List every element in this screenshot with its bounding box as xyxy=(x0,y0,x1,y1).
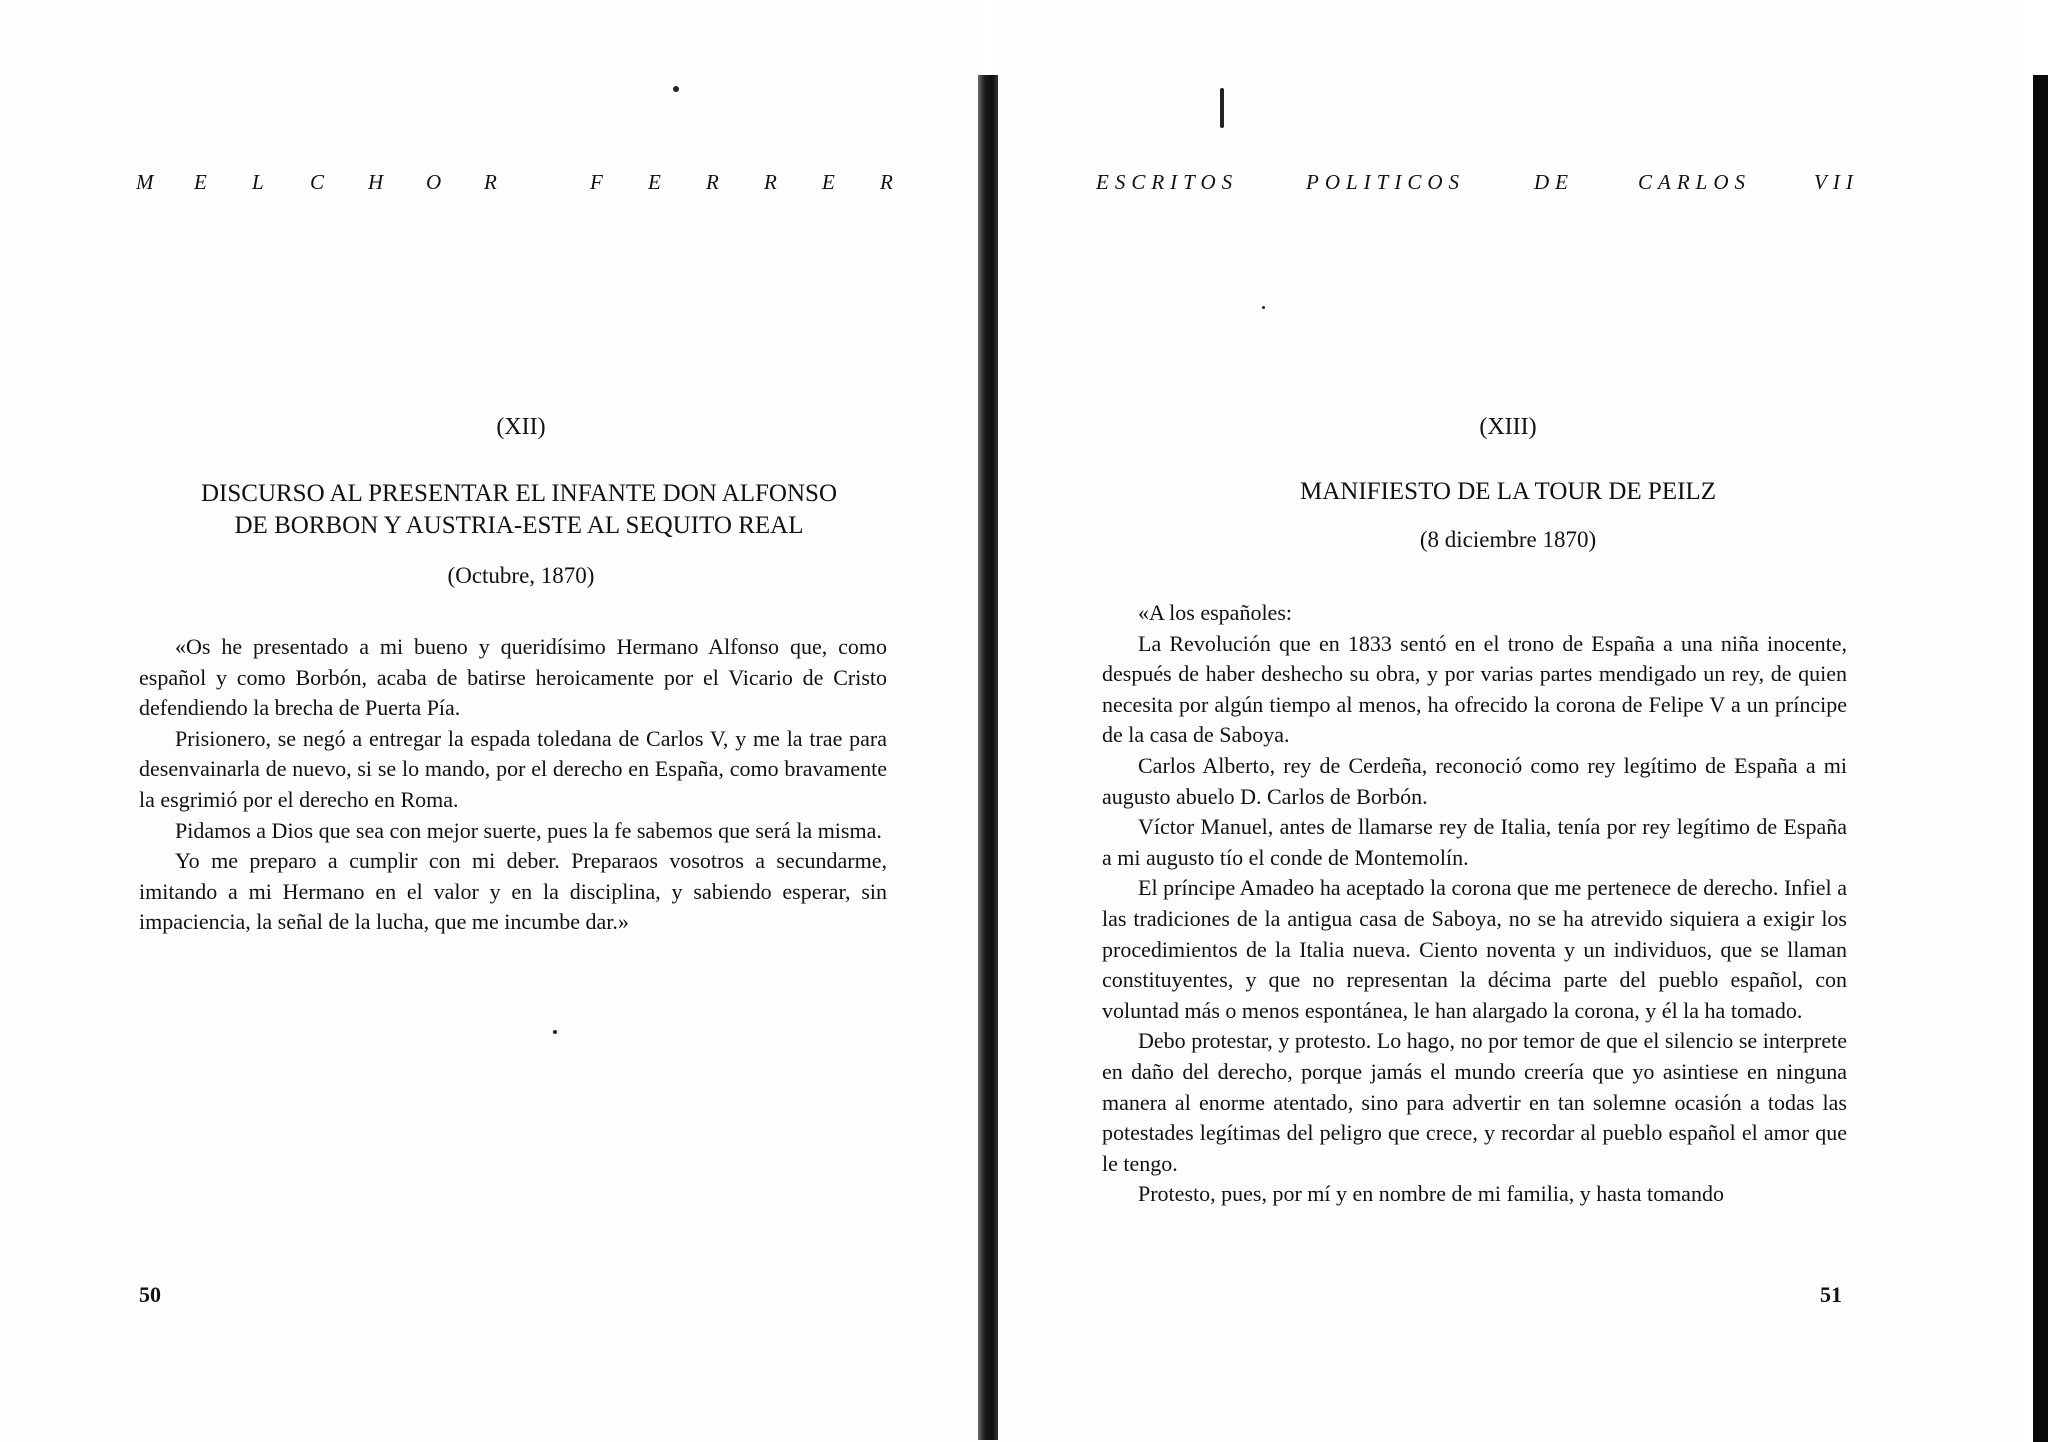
right-page xyxy=(998,0,2018,1442)
rh-letter: F xyxy=(590,170,603,194)
paragraph: El príncipe Amadeo ha aceptado la corona que me pertenece de derecho. Infiel a las tradiciones de la antigua casa de Saboya, no se ha atrevido siquiera a exigir los procedimientos de la Italia nueva. Ciento noventa y un individuos, que se llaman constituyentes, y que no representan la décima parte del pueblo español, con voluntad más o menos espontánea, le han alargado la corona, y él la ha tomado. xyxy=(1102,875,1847,1023)
rh-letter: E xyxy=(822,170,835,194)
rh-word: POLITICOS xyxy=(1306,170,1466,194)
ink-speck xyxy=(553,1030,557,1034)
scan-edge xyxy=(2033,75,2048,1442)
chapter-title xyxy=(0,478,1008,542)
paragraph: La Revolución que en 1833 sentó en el trono de España a una niña inocente, después de haber deshecho su obra, y por varias partes mendigado un rey, de quien necesita por algún tiempo al menos, ha ofrecido la corona de Felipe V a un príncipe de la casa de Saboya. xyxy=(1102,630,1847,748)
chapter-title xyxy=(998,476,2018,508)
chapter-number: (XIII) xyxy=(1479,414,1537,440)
page-number-right: 51 xyxy=(1820,1282,1842,1307)
body-text-left xyxy=(139,632,887,938)
paragraph: Prisionero, se negó a entregar la espada toledana de Carlos V, y me la trae para desenvainarla de nuevo, si se lo mando, por el derecho en España, como bravamente la esgrimió por el derecho en Roma. xyxy=(139,725,887,812)
paragraph: «Os he presentado a mi bueno y queridísimo Hermano Alfonso que, como español y como Borbón, acaba de batirse heroicamente por el Vicario de Cristo defendiendo la brecha de Puerta Pía. xyxy=(139,634,887,721)
rh-letter: M xyxy=(136,170,154,194)
rh-letter: R xyxy=(764,170,777,194)
paragraph: Yo me preparo a cumplir con mi deber. Preparaos vosotros a secundarme, imitando a mi Hermano en el valor y en la disciplina, y sabiendo esperar, sin impaciencia, la señal de la lucha, que me incumbe dar.» xyxy=(139,848,887,935)
running-head-left xyxy=(136,170,900,195)
rh-letter: E xyxy=(194,170,207,194)
chapter-number: (XII) xyxy=(496,414,546,440)
rh-letter: E xyxy=(648,170,661,194)
ink-speck xyxy=(1262,306,1265,309)
body-text-right xyxy=(1102,598,1847,1210)
rh-letter: C xyxy=(310,170,325,194)
rh-letter: R xyxy=(484,170,497,194)
paragraph: Carlos Alberto, rey de Cerdeña, reconoció como rey legítimo de España a mi augusto abuelo D. Carlos de Borbón. xyxy=(1102,752,1847,809)
title-line: MANIFIESTO DE LA TOUR DE PEILZ xyxy=(1300,478,1716,505)
title-line: DE BORBON Y AUSTRIA-ESTE AL SEQUITO REAL xyxy=(234,512,804,539)
paragraph: Debo protestar, y protesto. Lo hago, no por temor de que el silencio se interprete en daño del derecho, porque jamás el mundo creería que yo asintiese en ninguna manera al enorme atentado, sino para advertir en tan solemne ocasión a todas las potestades legítimas del peligro que crece, y recordar al pueblo español el amor que le tengo. xyxy=(1102,1028,1847,1176)
rh-letter: R xyxy=(880,170,893,194)
paragraph: Pidamos a Dios que sea con mejor suerte, pues la fe sabemos que será la misma. xyxy=(175,817,882,843)
book-gutter xyxy=(978,75,998,1440)
running-head-right xyxy=(1096,170,1859,195)
rh-letter: H xyxy=(368,170,384,194)
paragraph: Protesto, pues, por mí y en nombre de mi familia, y hasta tomando xyxy=(1138,1181,1724,1207)
ink-mark xyxy=(1220,88,1224,128)
rh-word: ESCRITOS xyxy=(1096,170,1239,194)
chapter-date: (8 diciembre 1870) xyxy=(1419,527,1597,552)
rh-letter: L xyxy=(252,170,264,194)
rh-word: VII xyxy=(1814,170,1859,194)
title-line: DISCURSO AL PRESENTAR EL INFANTE DON ALFONSO xyxy=(200,480,837,507)
rh-word: CARLOS xyxy=(1638,170,1752,194)
left-page xyxy=(0,0,978,1442)
page-number-left: 50 xyxy=(139,1282,161,1307)
paragraph: Víctor Manuel, antes de llamarse rey de Italia, tenía por rey legítimo de España a mi augusto tío el conde de Montemolín. xyxy=(1102,814,1847,870)
chapter-date: (Octubre, 1870) xyxy=(447,563,595,588)
rh-letter: O xyxy=(426,170,442,194)
rh-word: DE xyxy=(1534,170,1574,194)
rh-letter: R xyxy=(706,170,719,194)
ink-speck xyxy=(673,86,679,92)
salutation: «A los españoles: xyxy=(1138,600,1292,625)
